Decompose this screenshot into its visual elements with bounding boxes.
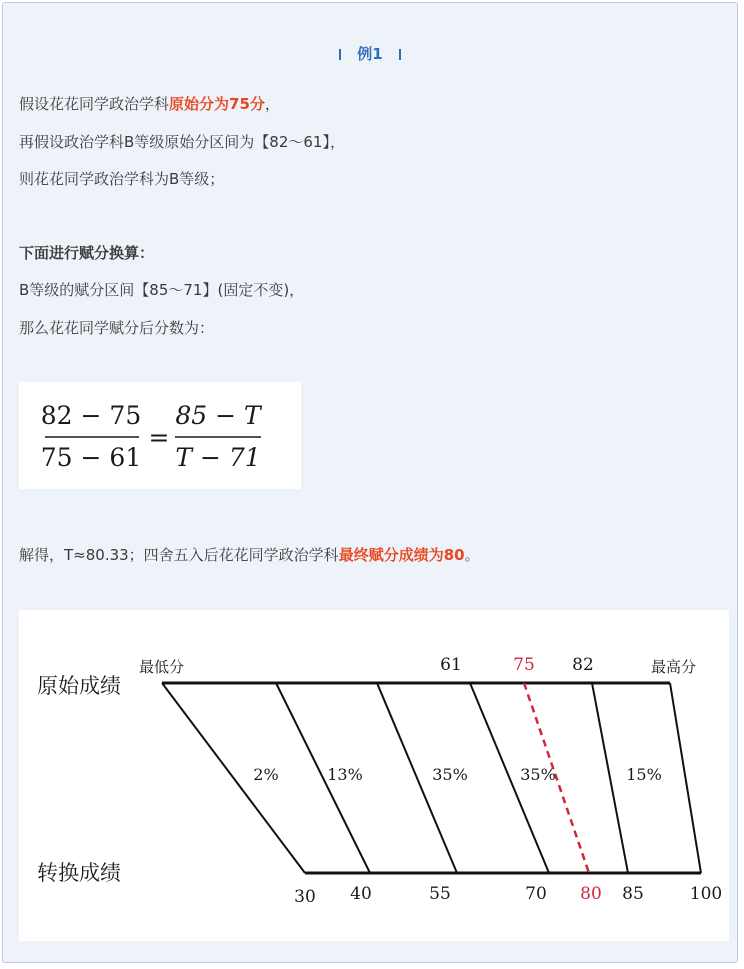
- line1-end: ，: [264, 95, 280, 113]
- line7-end: 。: [464, 546, 480, 564]
- line7-text: 解得，T≈80.33；四舍五入后花花同学政治学科: [19, 546, 339, 564]
- percent-label-2: 13%: [327, 765, 363, 784]
- top-tick-82: 82: [572, 655, 594, 675]
- subheading-line: 下面进行赋分换算：: [19, 244, 155, 262]
- text-line-2: 再假设政治学科B等级原始分区间为【82～61】，: [19, 133, 345, 151]
- heading-text: 例1: [357, 45, 383, 63]
- top-min-label: 最低分: [139, 658, 185, 676]
- bottom-tick-85: 85: [622, 884, 644, 904]
- line1-text: 假设花花同学政治学科: [19, 95, 170, 113]
- formula-equals: =: [148, 423, 170, 452]
- row-label-converted: 转换成绩: [37, 861, 121, 885]
- formula-svg: [19, 382, 301, 489]
- divider-line-5: [592, 683, 628, 873]
- percent-label-1: 2%: [253, 765, 279, 784]
- top-tick-75: 75: [513, 655, 535, 675]
- bottom-tick-70: 70: [525, 884, 547, 904]
- bottom-tick-30: 30: [294, 887, 316, 907]
- heading-bar-left: [339, 49, 341, 60]
- formula-left-numerator: 82 − 75: [40, 401, 142, 430]
- score-conversion-diagram: [19, 610, 729, 941]
- text-line-1: [19, 94, 280, 114]
- example-heading: [3, 43, 737, 64]
- divider-line-1: [162, 683, 305, 873]
- heading-bar-right: [399, 49, 401, 60]
- bottom-tick-40: 40: [350, 884, 372, 904]
- formula-right-denominator: T − 71: [175, 443, 261, 472]
- percent-label-5: 15%: [626, 765, 662, 784]
- bottom-tick-80: 80: [580, 884, 602, 904]
- bottom-tick-100: 100: [689, 884, 723, 904]
- formula-image: [19, 382, 301, 489]
- percent-label-4: 35%: [520, 765, 556, 784]
- row-label-original: 原始成绩: [37, 674, 121, 698]
- divider-line-6: [670, 683, 701, 873]
- bottom-tick-55: 55: [429, 884, 451, 904]
- diagram-svg: [19, 610, 729, 941]
- top-tick-61: 61: [440, 655, 462, 675]
- percent-label-3: 35%: [432, 765, 468, 784]
- text-line-3: 则花花同学政治学科为B等级；: [19, 170, 225, 188]
- example-card: [2, 2, 738, 963]
- top-max-label: 最高分: [651, 658, 697, 676]
- line7-highlight: 最终赋分成绩为80: [338, 546, 465, 564]
- text-line-7: [19, 545, 480, 565]
- text-line-6: 那么花花同学赋分后分数为：: [19, 319, 215, 337]
- formula-left-denominator: 75 − 61: [40, 443, 142, 472]
- text-line-5: B等级的赋分区间【85～71】(固定不变)，: [19, 281, 305, 299]
- formula-right-numerator: 85 − T: [175, 401, 261, 430]
- line1-highlight: 原始分为75分: [169, 95, 265, 113]
